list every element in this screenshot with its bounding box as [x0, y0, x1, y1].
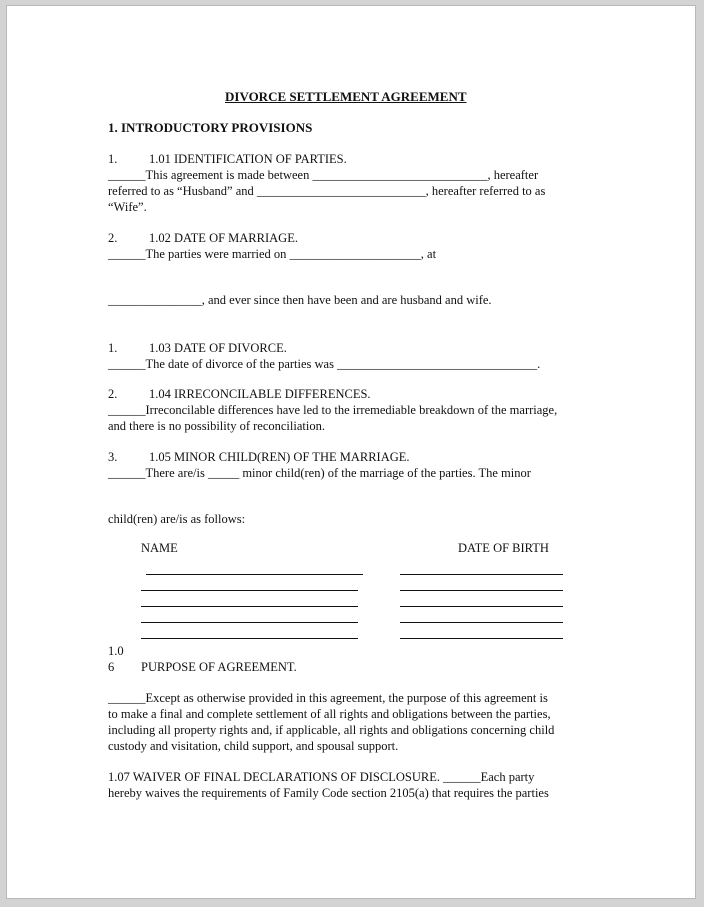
clause-text: child(ren) are/is as follows: — [108, 512, 246, 526]
clause-heading-1-01: 1.01 IDENTIFICATION OF PARTIES. — [149, 152, 347, 166]
clause-text: to make a final and complete settlement of all rights and obligations between the parties, — [108, 707, 551, 721]
section-heading: 1. INTRODUCTORY PROVISIONS — [108, 120, 313, 135]
clause-text: custody and visitation, child support, and spousal support. — [108, 739, 399, 753]
clause-text: ______The parties were married on _____________________, at — [108, 247, 437, 261]
clause-text: _______________, and ever since then have been and are husband and wife. — [108, 293, 492, 307]
clause-text: ______There are/is _____ minor child(ren) of the marriage of the parties. The minor — [108, 466, 531, 480]
clause-number: 1. — [108, 152, 118, 166]
clause-text: including all property rights and, if applicable, all rights and obligations concerning child — [108, 723, 555, 737]
clause-heading-1-06: PURPOSE OF AGREEMENT. — [141, 660, 297, 674]
clause-text: ______This agreement is made between ____________________________, hereafter — [108, 168, 539, 182]
document-page — [6, 5, 696, 899]
document-title: DIVORCE SETTLEMENT AGREEMENT — [225, 89, 467, 104]
name-blank-line — [146, 574, 363, 575]
dob-blank-line — [400, 606, 563, 607]
dob-blank-line — [400, 574, 563, 575]
clause-heading-1-07: 1.07 WAIVER OF FINAL DECLARATIONS OF DISCLOSURE. ______Each party — [108, 770, 535, 784]
clause-text: hereby waives the requirements of Family Code section 2105(a) that requires the parties — [108, 786, 549, 800]
clause-heading-1-02: 1.02 DATE OF MARRIAGE. — [149, 231, 298, 245]
name-blank-line — [141, 590, 358, 591]
clause-number: 3. — [108, 450, 118, 464]
children-name-column-header: NAME — [141, 541, 178, 555]
clause-number: 6 — [108, 660, 115, 674]
dob-blank-line — [400, 638, 563, 639]
name-blank-line — [141, 606, 358, 607]
clause-text: “Wife”. — [108, 200, 147, 214]
clause-number: 1.0 — [108, 644, 124, 658]
clause-text: referred to as “Husband” and ___________________________, hereafter referred to as — [108, 184, 546, 198]
children-dob-column-header: DATE OF BIRTH — [458, 541, 549, 555]
clause-number: 2. — [108, 387, 118, 401]
clause-text: and there is no possibility of reconciliation. — [108, 419, 325, 433]
clause-number: 2. — [108, 231, 118, 245]
clause-number: 1. — [108, 341, 118, 355]
clause-heading-1-03: 1.03 DATE OF DIVORCE. — [149, 341, 287, 355]
name-blank-line — [141, 622, 358, 623]
clause-heading-1-05: 1.05 MINOR CHILD(REN) OF THE MARRIAGE. — [149, 450, 410, 464]
clause-text: ______The date of divorce of the parties was ________________________________. — [108, 357, 541, 371]
clause-text: ______Except as otherwise provided in this agreement, the purpose of this agreement is — [108, 691, 548, 705]
dob-blank-line — [400, 590, 563, 591]
name-blank-line — [141, 638, 358, 639]
clause-heading-1-04: 1.04 IRRECONCILABLE DIFFERENCES. — [149, 387, 371, 401]
clause-text: ______Irreconcilable differences have led to the irremediable breakdown of the marriage, — [108, 403, 558, 417]
dob-blank-line — [400, 622, 563, 623]
